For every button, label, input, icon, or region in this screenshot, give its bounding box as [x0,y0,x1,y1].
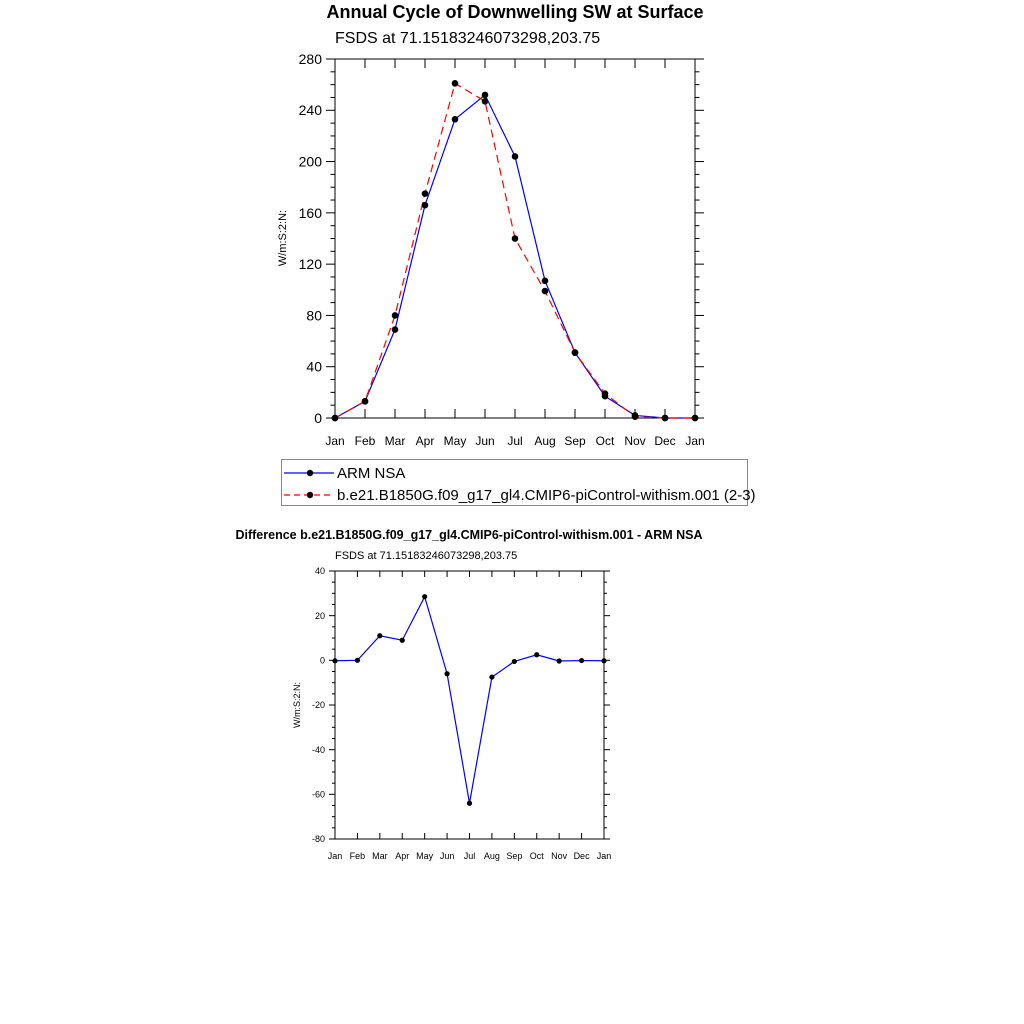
data-point-1 [452,80,459,87]
data-point-1 [572,349,579,356]
data-point-1 [632,413,639,420]
y-tick-label: -60 [311,789,325,800]
data-point-0 [400,638,405,643]
y-tick-label: 120 [298,256,322,273]
data-point-1 [362,398,369,405]
y-tick-label: 240 [298,102,322,119]
x-tick-label: Feb [354,434,376,448]
data-point-1 [422,190,429,197]
data-point-0 [579,658,584,663]
data-point-0 [601,658,606,663]
x-tick-label: Sep [506,851,523,861]
data-point-0 [377,633,382,638]
data-point-0 [512,153,519,160]
data-point-0 [444,671,449,676]
x-tick-label: Dec [573,851,590,861]
y-tick-label: 160 [298,204,322,221]
diff-chart-subtitle: FSDS at 71.15183246073298,203.75 [335,550,518,562]
legend-line-dashed-icon [282,484,337,506]
x-tick-label: Dec [654,434,676,448]
data-point-1 [482,98,489,105]
legend-label-model: b.e21.B1850G.f09_g17_gl4.CMIP6-piControl-withism.001 (2-3) [337,487,756,504]
series-line-1 [335,83,695,418]
data-point-0 [534,652,539,657]
y-axis-label: W/m:S:2:N: [277,209,289,267]
diff-y-axis-label: W/m:S:2:N: [292,681,302,729]
legend-line-solid-icon [282,462,337,484]
y-tick-label: -80 [311,834,325,845]
x-tick-label: Jan [685,434,705,448]
y-tick-label: 0 [314,409,322,426]
data-point-0 [422,202,429,209]
main-chart [0,0,1024,460]
data-point-0 [452,116,459,123]
x-tick-label: Aug [534,434,556,448]
data-point-0 [332,658,337,663]
diff-chart [0,560,1024,880]
data-point-0 [422,594,427,599]
y-tick-label: 80 [306,307,322,324]
data-point-0 [467,801,472,806]
series-line-0 [335,597,604,804]
x-tick-label: Aug [483,851,500,861]
data-point-0 [512,659,517,664]
x-tick-label: Oct [595,434,615,448]
x-tick-label: Jul [463,851,476,861]
x-tick-label: Sep [564,434,586,448]
data-point-0 [489,674,494,679]
x-tick-label: Jan [327,851,343,861]
data-point-0 [482,92,489,99]
plot-frame [335,571,604,839]
x-tick-label: May [416,851,434,861]
y-tick-label: -40 [311,744,325,755]
x-tick-label: Jun [475,434,495,448]
data-point-0 [557,658,562,663]
data-point-0 [392,326,399,333]
x-tick-label: Oct [529,851,544,861]
y-tick-label: 200 [298,153,322,170]
y-tick-label: 0 [319,655,325,666]
data-point-1 [662,415,669,422]
y-tick-label: 40 [314,566,325,577]
x-tick-label: Feb [349,851,366,861]
x-tick-label: Nov [551,851,568,861]
y-tick-label: 40 [306,358,322,375]
data-point-1 [332,415,339,422]
x-tick-label: Apr [415,434,435,448]
series-line-0 [335,95,695,418]
x-tick-label: Jun [439,851,455,861]
x-tick-label: Jan [325,434,345,448]
data-point-0 [542,278,549,285]
x-tick-label: Jul [507,434,523,448]
y-tick-label: 280 [298,50,322,67]
y-tick-label: 20 [314,610,325,621]
chart-title: Annual Cycle of Downwelling SW at Surface [326,2,704,22]
data-point-1 [692,415,699,422]
data-point-0 [355,658,360,663]
x-tick-label: Mar [372,851,388,861]
chart-subtitle: FSDS at 71.15183246073298,203.75 [335,30,601,47]
legend [281,459,756,506]
x-tick-label: May [443,434,467,448]
x-tick-label: Apr [395,851,410,861]
data-point-1 [392,312,399,319]
data-point-1 [512,235,519,242]
x-tick-label: Mar [384,434,406,448]
x-tick-label: Jan [596,851,612,861]
y-tick-label: -20 [311,700,325,711]
legend-label-obs: ARM NSA [337,465,406,482]
data-point-1 [602,390,609,397]
diff-chart-title: Difference b.e21.B1850G.f09_g17_gl4.CMIP6-piControl-withism.001 - ARM NSA [235,528,703,542]
x-tick-label: Nov [624,434,646,448]
data-point-1 [542,288,549,295]
